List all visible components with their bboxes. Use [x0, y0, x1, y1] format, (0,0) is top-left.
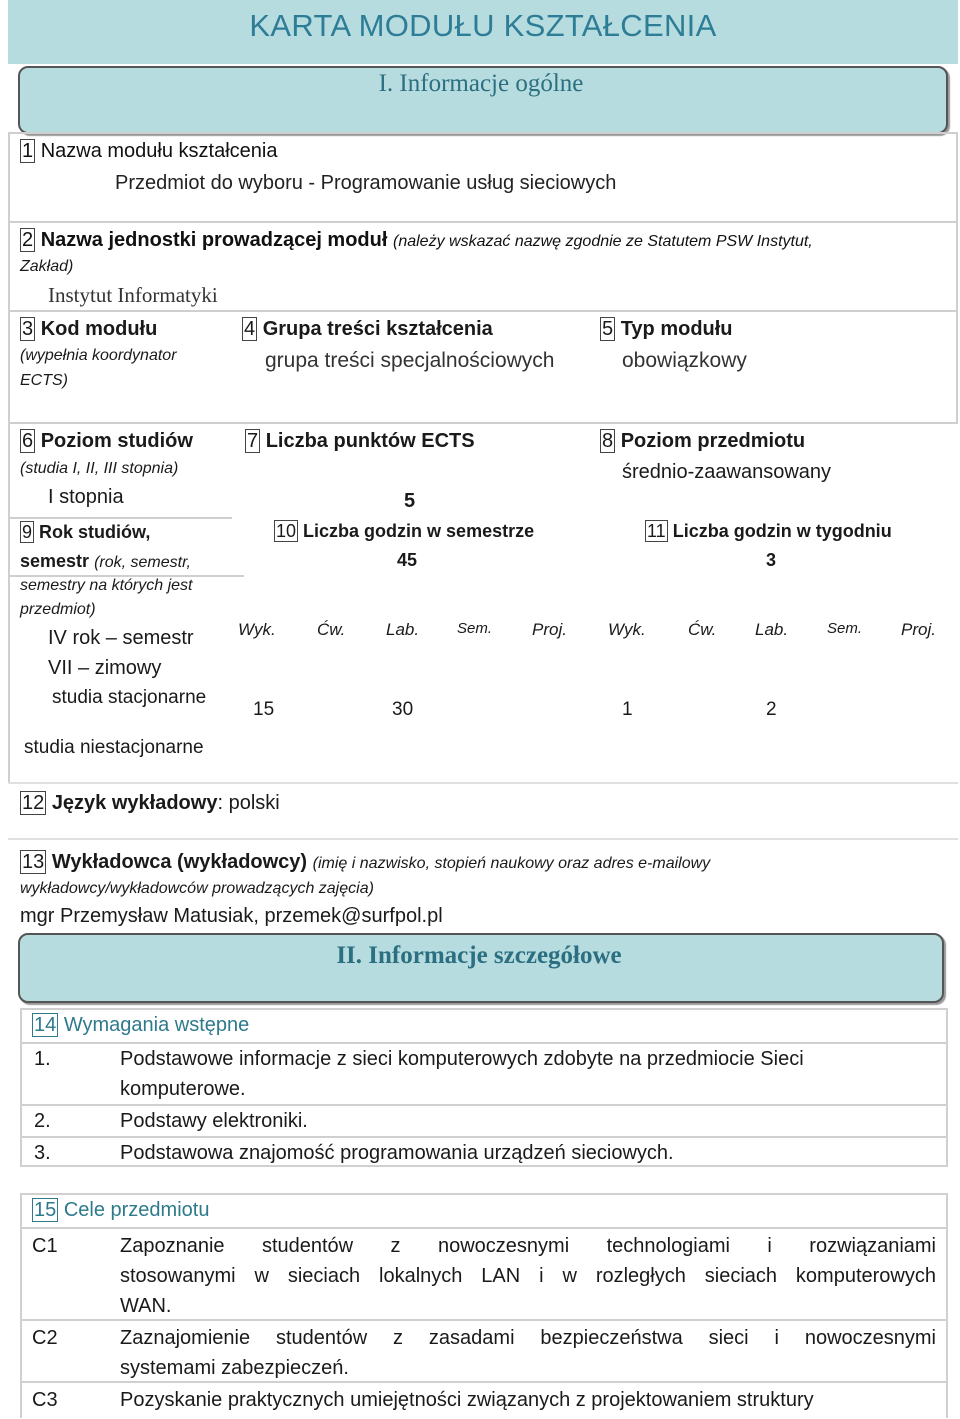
row-text: Pozyskanie praktycznych umiejętności związanych z projektowaniem struktury [120, 1389, 814, 1411]
field-unit [20, 229, 813, 252]
field-number: 6 [22, 430, 34, 452]
field-label: Typ modułu [620, 318, 733, 340]
field-label: Poziom przedmiotu [620, 430, 806, 452]
divider [8, 310, 958, 312]
row-number: C1 [32, 1235, 58, 1257]
field-note: (wypełnia koordynator [20, 347, 177, 364]
field-note: ECTS) [20, 372, 68, 389]
field-label: Liczba punktów ECTS [265, 430, 475, 452]
prerequisites-header [32, 1014, 249, 1037]
field-number: 15 [34, 1199, 57, 1221]
weekly-lecture-hours: 1 [622, 699, 633, 720]
prerequisites-table [20, 1008, 948, 1167]
field-ects [245, 430, 475, 453]
field-note: semestry na których jest [20, 577, 193, 594]
field-label: Rok studiów, [39, 522, 151, 542]
row-text: WAN. [120, 1295, 172, 1317]
weekly-hours-total: 3 [766, 550, 777, 570]
field-lecturer [20, 851, 710, 874]
hours-header-project: Proj. [532, 620, 567, 639]
row-number: 2. [34, 1110, 51, 1132]
hours-header-exercises: Ćw. [688, 620, 717, 639]
field-label: Wykładowca (wykładowcy) [51, 851, 308, 873]
section-title-details: II. Informacje szczegółowe [336, 942, 622, 969]
row-number: 3. [34, 1142, 51, 1164]
field-number: 7 [247, 430, 259, 452]
row-number: 1. [34, 1048, 51, 1070]
field-number: 10 [276, 521, 297, 541]
row-text: komputerowe. [120, 1078, 246, 1100]
study-mode-parttime: studia niestacjonarne [24, 737, 204, 758]
field-label: semestr [20, 551, 90, 571]
field-label: Język wykładowy [51, 792, 218, 814]
course-level-value: średnio-zaawansowany [622, 461, 832, 483]
section-title-general: I. Informacje ogólne [378, 70, 584, 97]
field-label: Kod modułu [40, 318, 158, 340]
field-note: przedmiot) [20, 601, 96, 618]
field-label: Liczba godzin w tygodniu [672, 521, 892, 541]
field-note: (należy wskazać nazwę zgodnie ze Statutem PSW Instytut, [393, 233, 813, 250]
field-number: 1 [22, 140, 34, 162]
divider [8, 838, 958, 840]
hours-header-seminar: Sem. [457, 620, 493, 637]
field-number: 4 [244, 318, 256, 340]
table-row [22, 1106, 946, 1138]
objectives-table [20, 1193, 948, 1418]
field-module-name [20, 140, 277, 163]
table-row [22, 1044, 946, 1106]
row-text: Zapoznanie studentów z nowoczesnymi technologiami i rozwiązaniami [120, 1235, 936, 1257]
field-label: Cele przedmiotu [63, 1199, 210, 1221]
unit-value: Instytut Informatyki [48, 283, 218, 307]
field-number: 5 [602, 318, 614, 340]
field-module-code [20, 318, 157, 341]
field-number: 2 [22, 229, 34, 251]
row-number: C2 [32, 1327, 58, 1349]
field-label: Poziom studiów [40, 430, 193, 452]
field-module-type [600, 318, 733, 341]
field-number: 11 [647, 521, 666, 541]
field-label: Grupa treści kształcenia [262, 318, 493, 340]
row-number: C3 [32, 1389, 58, 1411]
field-number: 12 [22, 792, 45, 814]
hours-header-lab: Lab. [755, 620, 789, 639]
table-header-row [22, 1195, 946, 1229]
table-row [22, 1138, 946, 1166]
hours-header-exercises: Ćw. [317, 620, 346, 639]
module-type-value: obowiązkowy [622, 349, 747, 372]
hours-header-seminar: Sem. [827, 620, 863, 637]
field-note: Zakład) [20, 258, 74, 275]
table-header-row [22, 1010, 946, 1044]
field-label: Nazwa jednostki prowadzącej moduł [40, 229, 388, 251]
semester-value: VII – zimowy [48, 657, 162, 679]
divider [8, 221, 958, 223]
field-label: Nazwa modułu kształcenia [40, 140, 278, 162]
field-course-level [600, 430, 805, 453]
divider [8, 422, 958, 424]
field-study-level [20, 430, 193, 453]
field-semester-hours [274, 521, 534, 542]
semester-lecture-hours: 15 [253, 699, 275, 720]
table-row [22, 1383, 946, 1419]
row-text: stosowanymi w sieciach lokalnych LAN i w rozległych sieciach komputerowych [120, 1265, 936, 1287]
field-number: 13 [22, 851, 45, 873]
study-level-value: I stopnia [48, 486, 124, 508]
field-note: (imię i nazwisko, stopień naukowy oraz adres e-mailowy [312, 855, 711, 872]
hours-header-lab: Lab. [386, 620, 420, 639]
row-text: Podstawy elektroniki. [120, 1110, 308, 1132]
field-content-group [242, 318, 493, 341]
hours-header-lecture: Wyk. [238, 620, 276, 639]
divider [8, 782, 958, 784]
field-note: (studia I, II, III stopnia) [20, 460, 179, 477]
field-number: 8 [602, 430, 614, 452]
row-text: Podstawowe informacje z sieci komputerowych zdobyte na przedmiocie Sieci [120, 1048, 804, 1070]
hours-header-lecture: Wyk. [608, 620, 646, 639]
table-row [22, 1321, 946, 1383]
field-label: Liczba godzin w semestrze [303, 521, 535, 541]
field-weekly-hours [645, 521, 892, 542]
hours-header-project: Proj. [901, 620, 936, 639]
language-value: : polski [217, 792, 280, 814]
study-mode-fulltime: studia stacjonarne [52, 687, 207, 708]
field-label: Wymagania wstępne [63, 1014, 250, 1036]
objectives-header [32, 1199, 209, 1222]
semester-lab-hours: 30 [392, 699, 414, 720]
table-row [22, 1229, 946, 1321]
field-number: 3 [22, 318, 34, 340]
field-year-semester [20, 522, 150, 543]
lecturer-value: mgr Przemysław Matusiak, przemek@surfpol.pl [20, 905, 443, 927]
divider [8, 132, 958, 134]
divider [956, 132, 958, 422]
field-label-line [20, 551, 191, 572]
field-note: wykładowcy/wykładowców prowadzących zajęcia) [20, 880, 374, 897]
field-language [20, 792, 280, 815]
module-name-value: Przedmiot do wyboru - Programowanie usług sieciowych [115, 172, 617, 194]
divider [8, 132, 10, 782]
weekly-lab-hours: 2 [766, 699, 777, 720]
divider [8, 517, 232, 519]
field-number: 9 [22, 522, 33, 542]
row-text: Zaznajomienie studentów z zasadami bezpieczeństwa sieci i nowoczesnymi [120, 1327, 936, 1349]
ects-value: 5 [404, 490, 416, 512]
row-text: Podstawowa znajomość programowania urządzeń sieciowych. [120, 1142, 674, 1164]
content-group-value: grupa treści specjalnościowych [265, 349, 555, 372]
document-title: KARTA MODUŁU KSZTAŁCENIA [249, 8, 717, 43]
semester-hours-total: 45 [397, 550, 418, 570]
row-text: systemami zabezpieczeń. [120, 1357, 349, 1379]
field-note: (rok, semestr, [94, 554, 191, 571]
year-value: IV rok – semestr [48, 627, 194, 649]
field-number: 14 [34, 1014, 57, 1036]
